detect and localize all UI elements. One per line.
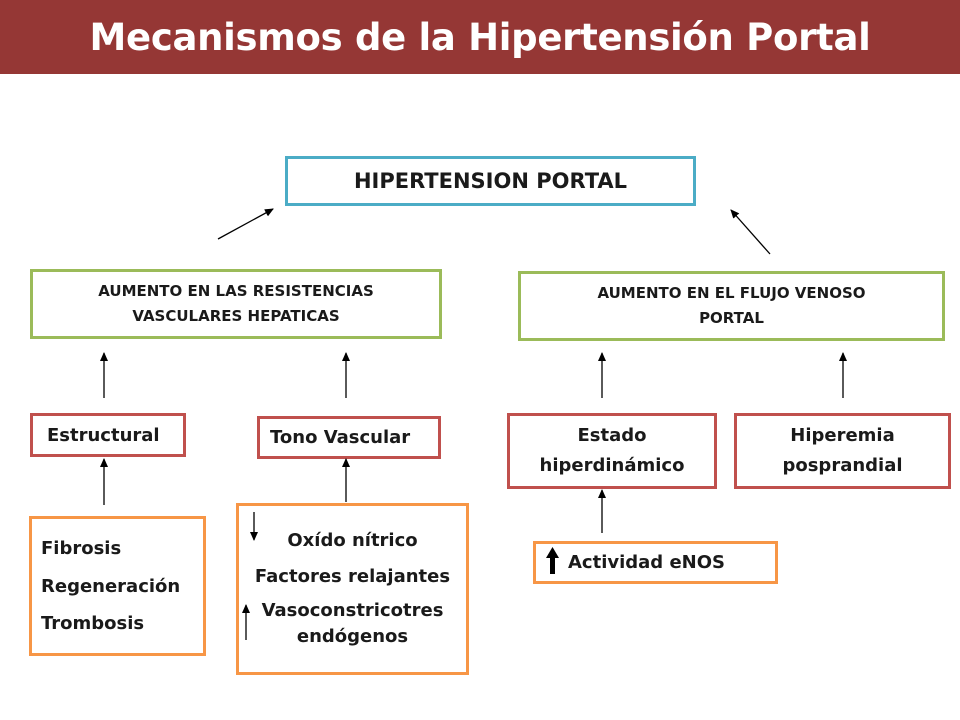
arrow-icon xyxy=(218,209,273,239)
list-item: Trombosis xyxy=(41,613,145,635)
node-label: HIPERTENSION PORTAL xyxy=(353,169,628,193)
node-label: Estructural xyxy=(47,424,160,446)
node-label: Actividad eNOS xyxy=(568,552,725,573)
oxido-nitrico-label: Oxído nítrico xyxy=(287,530,418,551)
node-label-line1: Estado xyxy=(577,425,647,446)
node-actividad-enos xyxy=(533,541,778,584)
node-label-line1: AUMENTO EN LAS RESISTENCIAS xyxy=(98,282,374,300)
node-hipertension-portal xyxy=(285,156,696,206)
node-label-line2: PORTAL xyxy=(699,309,764,327)
node-label-line1: Hiperemia xyxy=(790,425,895,446)
node-aumento-resistencias xyxy=(30,269,442,339)
node-causas-tono xyxy=(236,503,469,675)
node-label-line1: AUMENTO EN EL FLUJO VENOSO xyxy=(597,284,866,302)
node-label-line2: VASCULARES HEPATICAS xyxy=(132,307,340,325)
endogenos-label: endógenos xyxy=(296,626,409,647)
node-hiperemia-posprandial xyxy=(734,413,951,489)
node-causas-estructurales xyxy=(29,516,206,656)
vasoconstrictores-label: Vasoconstricotres xyxy=(261,600,444,621)
page-title: Mecanismos de la Hipertensión Portal xyxy=(89,15,871,59)
node-label-line2: posprandial xyxy=(782,455,903,476)
node-tono-vascular xyxy=(257,416,441,459)
arrow-icon xyxy=(731,210,770,254)
node-label-line2: hiperdinámico xyxy=(539,455,685,476)
factores-relajantes-label: Factores relajantes xyxy=(254,566,451,587)
node-estado-hiperdinamico xyxy=(507,413,717,489)
node-estructural xyxy=(30,413,186,457)
list-item: Regeneración xyxy=(41,575,181,597)
list-item: Fibrosis xyxy=(41,537,122,559)
header-bar xyxy=(0,0,960,74)
node-label: Tono Vascular xyxy=(270,427,411,448)
node-aumento-flujo xyxy=(518,271,945,341)
